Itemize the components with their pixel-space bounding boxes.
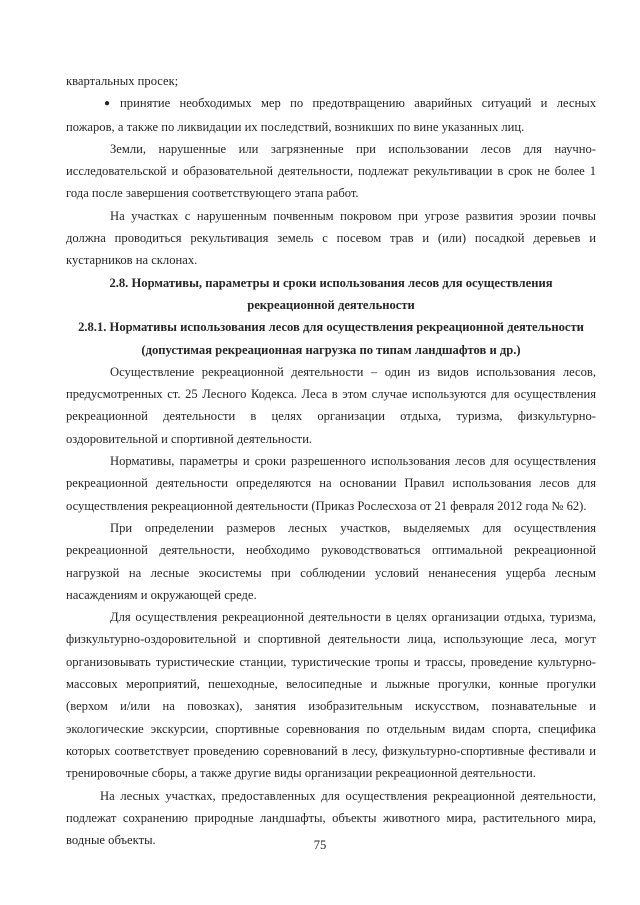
paragraph-lands: Земли, нарушенные или загрязненные при использовании лесов для научно-исследовательской и образовательной деятельности, подлежат рекультивации в срок не более 1 года после завершения соответствующего этапа работ. [66, 141, 596, 201]
paragraph-top: квартальных просек; [66, 74, 179, 88]
section-heading: 2.8. Нормативы, параметры и сроки использования лесов для осуществления рекреационной деятельности [109, 275, 553, 312]
bullet-text: принятие необходимых мер по предотвращению аварийных ситуаций и лесных пожаров, а также по ликвидации их последствий, возникших по вине указанных лиц. [66, 96, 596, 134]
document-page [66, 70, 596, 851]
bullet-item [66, 92, 596, 138]
paragraph-4: Для осуществления рекреационной деятельности в целях организации отдыха, туризма, физкультурно-оздоровительной и спортивной деятельности лица, использующие леса, могут организовывать туристические станции, туристические тропы и трассы, проведение культурно-массовых мероприятий, пешеходные, велосипедные и лыжные прогулки, конные прогулки (верхом и/или на повозках), занятия изобразительным искусством, познавательные и экологические экскурсии, спортивные соревнования по отдельным видам спорта, специфика которых соответствует проведению соревнований в лесу, физкультурно-спортивные фестивали и тренировочные сборы, а также другие виды организации рекреационной деятельности. [66, 610, 596, 781]
subsection-heading: 2.8.1. Нормативы использования лесов для осуществления рекреационной деятельности (допустимая рекреационная нагрузка по типам ландшафтов и др.) [78, 320, 584, 357]
paragraph-1: Осуществление рекреационной деятельности – один из видов использования лесов, предусмотренных ст. 25 Лесного Кодекса. Леса в этом случае используются для осуществления рекреационной деятельности в целях организации отдыха, туризма, физкультурно-оздоровительной и спортивной деятельности. [66, 364, 596, 446]
page-number: 75 [313, 838, 327, 852]
paragraph-5: На лесных участках, предоставленных для осуществления рекреационной деятельности, подлежат сохранению природные ландшафты, объекты животного мира, растительного мира, водные объекты. [66, 788, 596, 848]
paragraph-2: Нормативы, параметры и сроки разрешенного использования лесов для осуществления рекреационной деятельности определяются на основании Правил использования лесов для осуществления рекреационной деятельности (Приказ Рослесхоза от 21 февраля 2012 года № 62). [66, 454, 596, 513]
paragraph-erosion: На участках с нарушенным почвенным покровом при угрозе развития эрозии почвы должна проводиться рекультивация земель с посевом трав и (или) посадкой деревьев и кустарников на склонах. [66, 208, 596, 268]
bullet-icon: ● [104, 98, 111, 110]
paragraph-3: При определении размеров лесных участков, выделяемых для осуществления рекреационной деятельности, необходимо руководствоваться оптимальной рекреационной нагрузкой на лесные экосистемы при соблюдении условий ненанесения ущерба лесным насаждениям и окружающей среде. [66, 520, 596, 602]
